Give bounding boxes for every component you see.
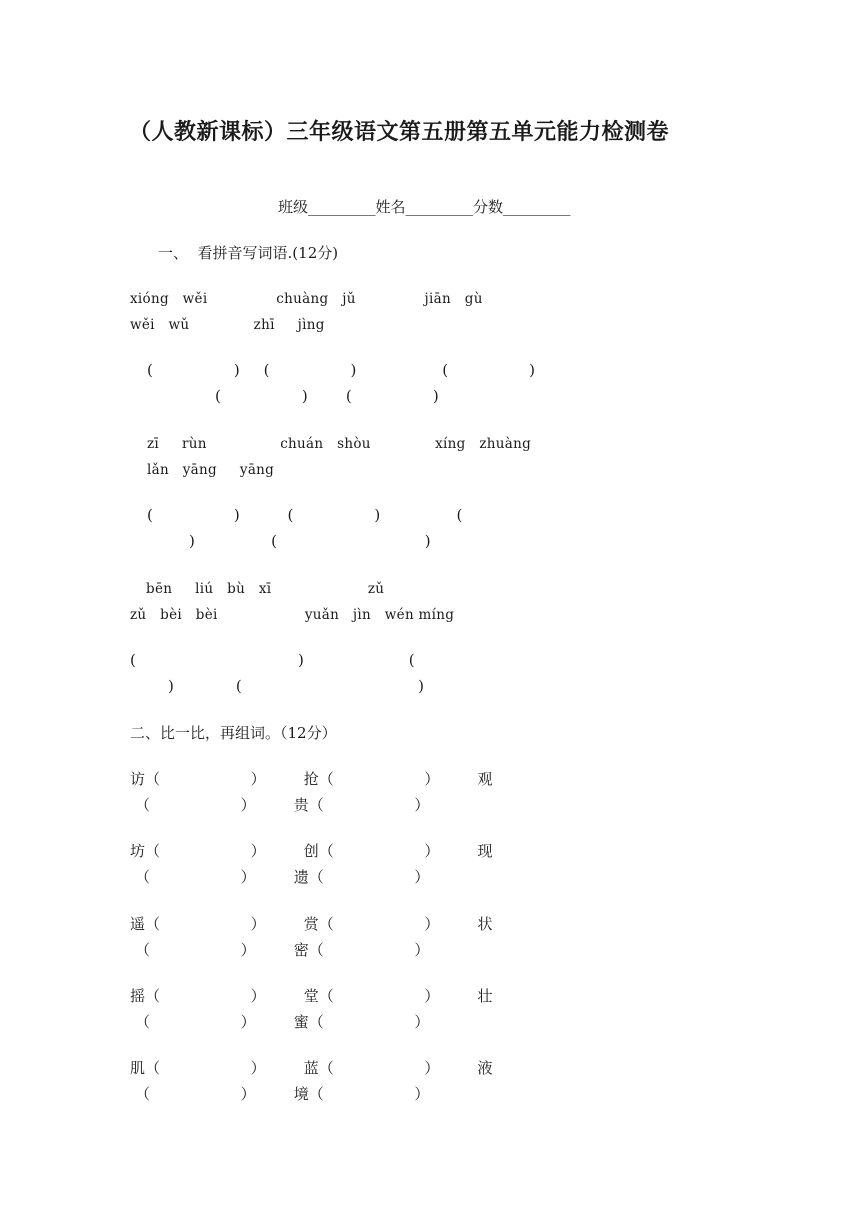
word-compare-row: 访（ ） 抢（ ） 观 xyxy=(130,770,493,788)
pinyin-line: wěi wǔ zhī jìng xyxy=(130,317,325,333)
word-compare-row: 肌（ ） 蓝（ ） 液 xyxy=(130,1059,493,1077)
answer-brackets: ) ( ) xyxy=(189,532,431,550)
page-title: （人教新课标）三年级语文第五册第五单元能力检测卷 xyxy=(129,119,670,145)
answer-brackets: ( ) ( xyxy=(130,651,415,669)
section-1-heading: 一、 看拼音写词语.(12分) xyxy=(158,244,339,262)
word-compare-row: （ ） 蜜（ ） xyxy=(135,1013,430,1031)
answer-brackets: ) ( ) xyxy=(168,677,424,695)
word-compare-row: 坊（ ） 创（ ） 现 xyxy=(130,842,493,860)
word-compare-row: （ ） 贵（ ） xyxy=(135,796,430,814)
word-compare-row: （ ） 遗（ ） xyxy=(135,868,430,886)
pinyin-line: xióng wěi chuàng jǔ jiān gù xyxy=(130,291,483,307)
pinyin-line: bēn liú bù xī zǔ xyxy=(146,581,385,597)
answer-brackets: ( ) ( ) xyxy=(215,387,439,405)
pinyin-line: zī rùn chuán shòu xíng zhuàng xyxy=(147,436,532,452)
word-compare-row: 摇（ ） 堂（ ） 壮 xyxy=(130,987,493,1005)
section-2-heading: 二、比一比，再组词。（12分） xyxy=(130,724,337,742)
student-info-line: 班级_________姓名_________分数_________ xyxy=(278,198,571,216)
word-compare-row: （ ） 密（ ） xyxy=(135,941,430,959)
pinyin-line: lǎn yāng yāng xyxy=(147,462,275,478)
word-compare-row: （ ） 境（ ） xyxy=(135,1085,430,1103)
word-compare-row: 遥（ ） 赏（ ） 状 xyxy=(130,915,493,933)
answer-brackets: ( ) ( ) ( xyxy=(147,506,463,524)
pinyin-line: zǔ bèi bèi yuǎn jìn wén míng xyxy=(130,607,455,623)
answer-brackets: ( ) ( ) ( ) xyxy=(147,361,535,379)
